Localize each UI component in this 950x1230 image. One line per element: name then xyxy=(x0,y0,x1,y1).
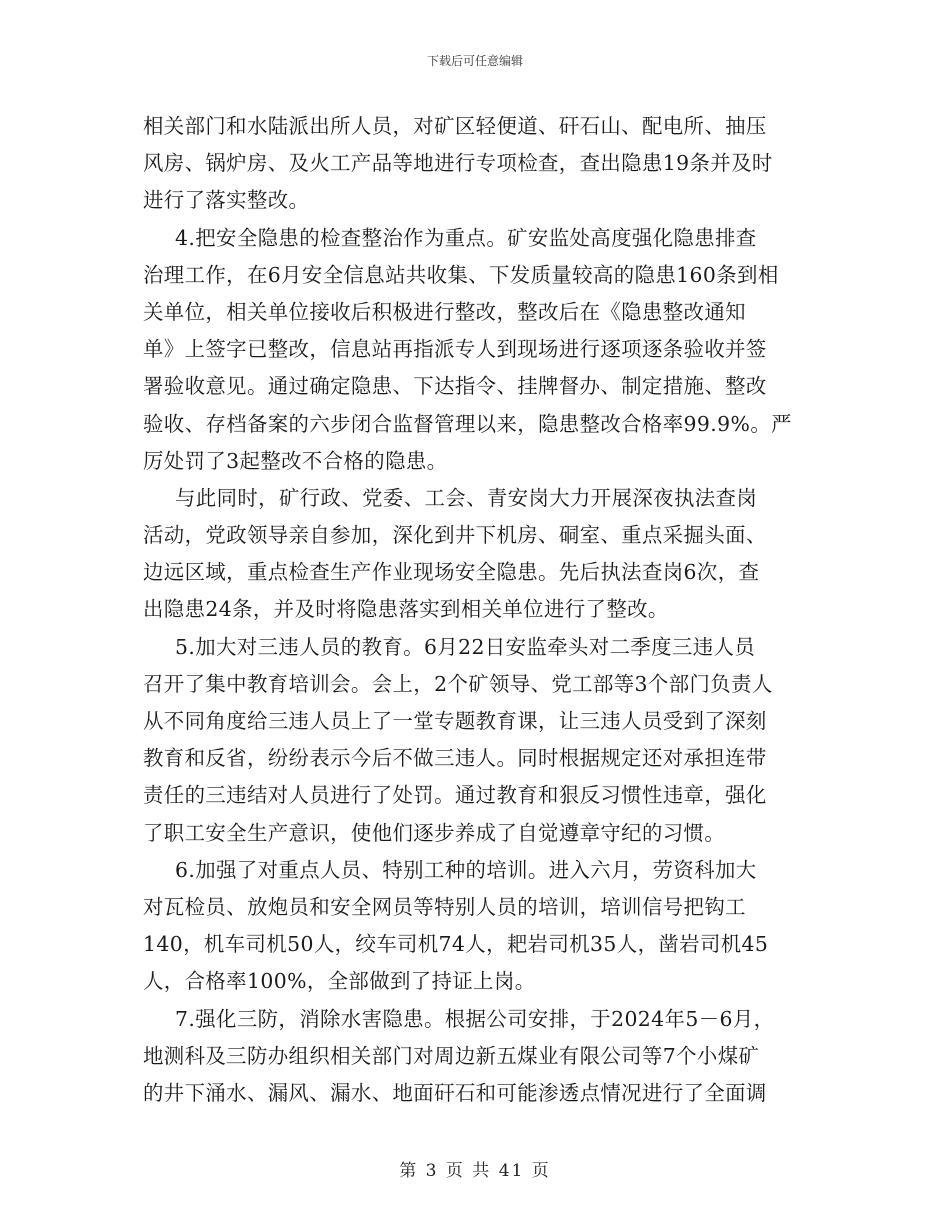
text-line: 教育和反省，纷纷表示今后不做三违人。同时根据规定还对承担连带 xyxy=(143,746,767,771)
text-line: 治理工作，在6月安全信息站共收集、下发质量较高的隐患160条到相 xyxy=(143,262,779,287)
text-line: 风房、锅炉房、及火工产品等地进行专项检查，查出隐患19条并及时 xyxy=(143,151,773,176)
text-line: 出隐患24条，并及时将隐患落实到相关单位进行了整改。 xyxy=(143,597,669,622)
paragraph-start-line: 与此同时，矿行政、党委、工会、青安岗大力开展深夜执法查岗 xyxy=(175,485,758,510)
paragraph-start-line: 4.把安全隐患的检查整治作为重点。矿安监处高度强化隐患排查 xyxy=(175,225,757,250)
text-line: 活动，党政领导亲自参加，深化到井下机房、硐室、重点采掘头面、 xyxy=(143,523,767,548)
text-line: 关单位，相关单位接收后积极进行整改，整改后在《隐患整改通知 xyxy=(143,299,746,324)
paragraph-start-line: 5.加大对三违人员的教育。6月22日安监牵头对二季度三违人员 xyxy=(175,634,756,659)
text-line: 责任的三违结对人员进行了处罚。通过教育和狠反习惯性违章，强化 xyxy=(143,783,767,808)
page-header: 下载后可任意编辑 xyxy=(426,54,523,68)
text-line: 验收、存档备案的六步闭合监督管理以来，隐患整改合格率99.9%。严 xyxy=(143,411,792,436)
text-line: 对瓦检员、放炮员和安全网员等特别人员的培训，培训信号把钩工 xyxy=(143,894,746,919)
text-line: 召开了集中教育培训会。会上，2个矿领导、党工部等3个部门负责人 xyxy=(143,671,773,696)
document-body xyxy=(143,108,811,1112)
text-line: 边远区域，重点检查生产作业现场安全隐患。先后执法查岗6次，查 xyxy=(143,560,760,585)
paragraph-start-line: 6.加强了对重点人员、特别工种的培训。进入六月，劳资科加大 xyxy=(175,857,757,882)
page-number-footer: 第 3 页 共 41 页 xyxy=(399,1161,551,1181)
text-line: 了职工安全生产意识，使他们逐步养成了自觉遵章守纪的习惯。 xyxy=(143,820,726,845)
text-line: 人，合格率100%，全部做到了持证上岗。 xyxy=(143,969,536,994)
paragraph-start-line: 7.强化三防，消除水害隐患。根据公司安排，于2024年5－6月， xyxy=(175,1006,775,1031)
text-line: 相关部门和水陆派出所人员，对矿区轻便道、矸石山、配电所、抽压 xyxy=(143,114,767,138)
text-line: 进行了落实整改。 xyxy=(143,188,310,213)
text-line: 从不同角度给三违人员上了一堂专题教育课，让三违人员受到了深刻 xyxy=(143,709,767,733)
text-line: 地测科及三防办组织相关部门对周边新五煤业有限公司等7个小煤矿 xyxy=(143,1043,760,1068)
text-line: 厉处罚了3起整改不合格的隐患。 xyxy=(143,448,448,473)
text-line: 单》上签字已整改，信息站再指派专人到现场进行逐项逐条验收并签 xyxy=(143,337,767,362)
text-line: 的井下涌水、漏风、漏水、地面矸石和可能渗透点情况进行了全面调 xyxy=(143,1080,767,1105)
text-line: 署验收意见。通过确定隐患、下达指令、挂牌督办、制定措施、整改 xyxy=(143,374,767,399)
text-line: 140，机车司机50人，绞车司机74人，耙岩司机35人，凿岩司机45 xyxy=(143,932,769,957)
